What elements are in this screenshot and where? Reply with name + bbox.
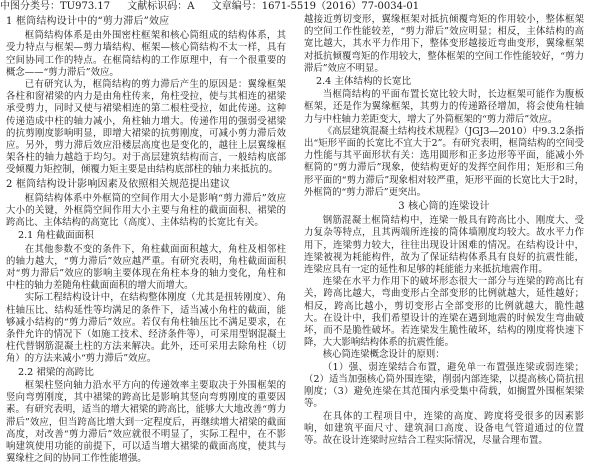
right-column [304,14,584,447]
section-heading: 2.2 裙梁的高跨比 [18,366,94,378]
paragraph: 在具体的工程项目中，连梁的高度、跨度将受很多的因素影响，如建筑平面尺寸、建筑洞口高度、设备电气管道通过的位置等。故在设计连梁时应结合工程实际情况，尽量合理布置。 [304,410,584,446]
section-heading: 3 核心筒的连梁设计 [398,201,490,213]
paragraph: 《高层建筑混凝土结构技术规程》（JGJ3—2010）中9.3.2条指出“矩形平面的长宽比不宜大于2”。有研究表明，框筒结构的空间受力性能与其平面形状有关：选用圆形和正多边形等平面，能减小外框筒的“剪力滞后”现象，使结构更好的发挥空间作用；矩形和三角形平面的“剪力滞后”现象相对较严重，矩形平面的长宽比大于2时，外框筒的“剪力滞后”更突出。 [304,125,584,198]
paragraph: 越接近剪切变形，翼缘框架对抵抗倾覆弯矩的作用较小，整体框架的空间工作性能较差，“剪力滞后”效应明显；相反，主体结构的高宽比越大，其水平力作用下，整体变形越接近弯曲变形，翼缘框架对抵抗倾覆弯矩的作用较大，整体框架的空间工作性能较好，“剪力滞后”效应不明显。 [304,14,584,74]
article-header [0,0,600,14]
paragraph: 已有研究认为，框筒结构的剪力滞后产生的原因是：翼缘框架各柱和窗裙梁的内力是由角柱传来，角柱受拉，使与其相连的裙梁承受剪力，同时又使与裙梁相连的第二根柱受拉，如此传递。这种传递造成中柱的轴力减小，角柱轴力增大。传递作用的强弱受裙梁的抗剪刚度影响明显，即增大裙梁的抗剪刚度，可减小剪力滞后效应。另外，剪力滞后效应沿楼层高度也是变化的，越往上层翼缘框架各柱的轴力越趋于均匀。对于高层建筑结构而言，一般结构底部受倾覆力矩控制，倾覆力矩主要是由结构底部柱的轴力来抵抗的。 [6,79,286,176]
paragraph: 在其他参数不变的条件下，角柱截面面积越大，角柱及相邻柱的轴力越大，“剪力滞后”效应越严重。有研究表明，角柱截面面积对“剪力滞后”效应的影响主要体现在角柱本身的轴力变化，角柱和中柱的轴力差随角柱截面面积的增大而增大。 [6,243,286,292]
paragraph: 核心筒连梁概念设计的原则： [322,349,445,361]
left-column [6,14,286,465]
section-heading: 2.1 角柱截面面积 [18,230,94,242]
paragraph: 框筒结构体系是由外围密柱框架和核心筒组成的结构体系，其受力特点与框架—剪力墙结构、框架—核心筒结构不太一样，具有空间协同工作的特点。在框筒结构的工作原理中，有一个很重要的概念——“剪力滞后”效应。 [6,30,286,78]
paragraph: 框筒结构体系中外框筒的空间作用大小是影响“剪力滞后”效应大小的关键，外框筒空间作用大小主要与角柱的截面面积、裙梁的跨高比、主体结构的高宽比（高度）、主体结构的长宽比有关。 [6,192,286,229]
paragraph: 连梁在水平力作用下的破坏形态很大一部分与连梁的跨高比有关，跨高比越大，弯曲变形占全部变形的比例就越大，延性越好；相反，跨高比越小，剪切变形占全部变形的比例就越大，脆性越大。在设计中，我们希望设计的连梁在遇到地震的时候发生弯曲破坏，而不是脆性破坏。若连梁发生脆性破坏，结构的刚度将快速下降，大大影响结构体系的抗震性能。 [304,276,584,349]
paragraph: （1）强、弱连梁结合布置，避免单一布置强连梁或弱连梁；（2）适当加强核心筒外围连梁，削弱内部连梁，以提高核心筒抗扭刚度；（3）避免连梁在其范围内承受集中荷载，如搁置外围框架梁等。 [304,361,584,410]
section-heading: 1 框筒结构设计中的“剪力滞后”效应 [6,16,170,27]
paragraph: 当框筒结构的平面布置长宽比较大时，长边框架可能作为腹板框架，还是作为翼缘框架，其剪力的传递路径增加，将会使角柱轴力与中柱轴力差距变大，增大了外筒框架的“剪力滞后”效应。 [304,89,584,125]
paragraph: 框架柱竖向轴力沿水平方向的传递效率主要取决于外围框架的竖向弯剪刚度，其中裙梁的跨高比是影响其竖向弯剪刚度的重要因素。有研究表明，适当的增大裙梁的跨高比，能够大大地改善“剪力滞后”效应，但当跨高比增大到一定程度后，再继续增大裙梁的截面高度，对改善“剪力滞后”效应就很不明显了，实际工程中，在不影响建筑使用功能的前提下，可以适当增大裙梁的截面高度，使其与翼缘柱之间的协同工作性能增强。 [6,379,286,465]
article-number: 文章编号：1671-5519（2016）77-0034-01 [211,1,420,12]
paragraph: 钢筋混凝土框筒结构中，连梁一般具有跨高比小、刚度大、受力复杂等特点，且其两端所连接的筒体墙刚度均较大。故水平力作用下，连梁剪力较大，往往出现设计困难的情况。在结构设计中，连梁被视为耗能构件，故为了保证结构体系具有良好的抗震性能，连梁应具有一定的延性和足够的耗能能力来抵抗地震作用。 [304,215,584,276]
section-heading: 2.4 主体结构的长宽比 [316,76,412,88]
section-heading: 2 框筒结构设计影响因素及依照相关规范提出建议 [6,178,231,190]
document-code: 文献标识码：A [127,1,195,12]
classification-number: 中图分类号：TU973.17 [0,1,111,12]
paragraph: 实际工程结构设计中，在结构整体刚度（尤其是扭转刚度）、角柱轴压比、结构延性等均满足的条件下，适当减小角柱的截面，能够减小结构的“剪力滞后”效应。若仅有角柱轴压比不满足要求，在条件允许的情况下（如施工技术、经济条件等），可采用型钢混凝土柱代替钢筋混凝土柱的方法来解决。此外，还可采用去除角柱（切角）的方法来减小“剪力滞后”效应。 [6,292,286,365]
